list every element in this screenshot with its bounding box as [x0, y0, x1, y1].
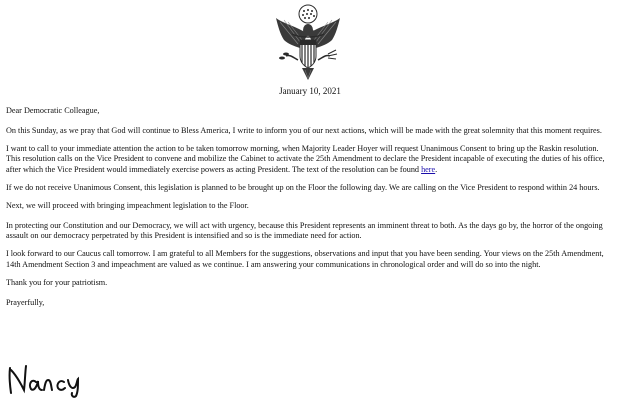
salutation: Dear Democratic Colleague,	[6, 106, 100, 115]
paragraph-raskin-resolution	[6, 144, 612, 176]
paragraph-caucus-call: I look forward to our Caucus call tomorrow. I am grateful to all Members for the suggestions, observations and input that you have been sending. Your views on the 25th Amendment, 14th Amendment Section 3 and impeachment are valued as we continue. I am answering your communications in chronological order and will do so into the night.	[6, 249, 604, 269]
paragraph-raskin-text: I want to call to your immediate attention the action to be taken tomorrow morning, when Majority Leader Hoyer will request Unanimous Consent to bring up the Raskin resolution. This resolution calls on the Vice President to convene and mobilize the Cabinet to activate the 25th Amendment to declare the President incapable of executing the duties of his office, after which the Vice President would immediately exercise powers as acting President. The text of the resolution can be found	[6, 143, 605, 174]
paragraph-opening: On this Sunday, as we pray that God will continue to Bless America, I write to inform you of our next actions, which will be made with the great solemnity that this moment requires.	[6, 125, 602, 135]
paragraph-impeachment: Next, we will proceed with bringing impeachment legislation to the Floor.	[6, 201, 249, 211]
eagle-seal-icon	[272, 4, 344, 86]
letter-date: January 10, 2021	[279, 86, 341, 96]
letter-body	[6, 106, 612, 317]
paragraph-raskin-end: .	[435, 164, 438, 174]
closing: Prayerfully,	[6, 297, 45, 307]
signature	[6, 360, 98, 398]
paragraph-urgency: In protecting our Constitution and our Democracy, we will act with urgency, because this President represents an imminent threat to both. As the days go by, the horror of the ongoing assault on our democracy perpetrated by this President is intensified and so is the immediate need for action.	[6, 220, 603, 241]
resolution-text-link[interactable]: here	[421, 164, 436, 174]
paragraph-thanks: Thank you for your patriotism.	[6, 278, 108, 288]
paragraph-unanimous-consent: If we do not receive Unanimous Consent, this legislation is planned to be brought up on the Floor the following day. We are calling on the Vice President to respond within 24 hours.	[6, 182, 600, 192]
